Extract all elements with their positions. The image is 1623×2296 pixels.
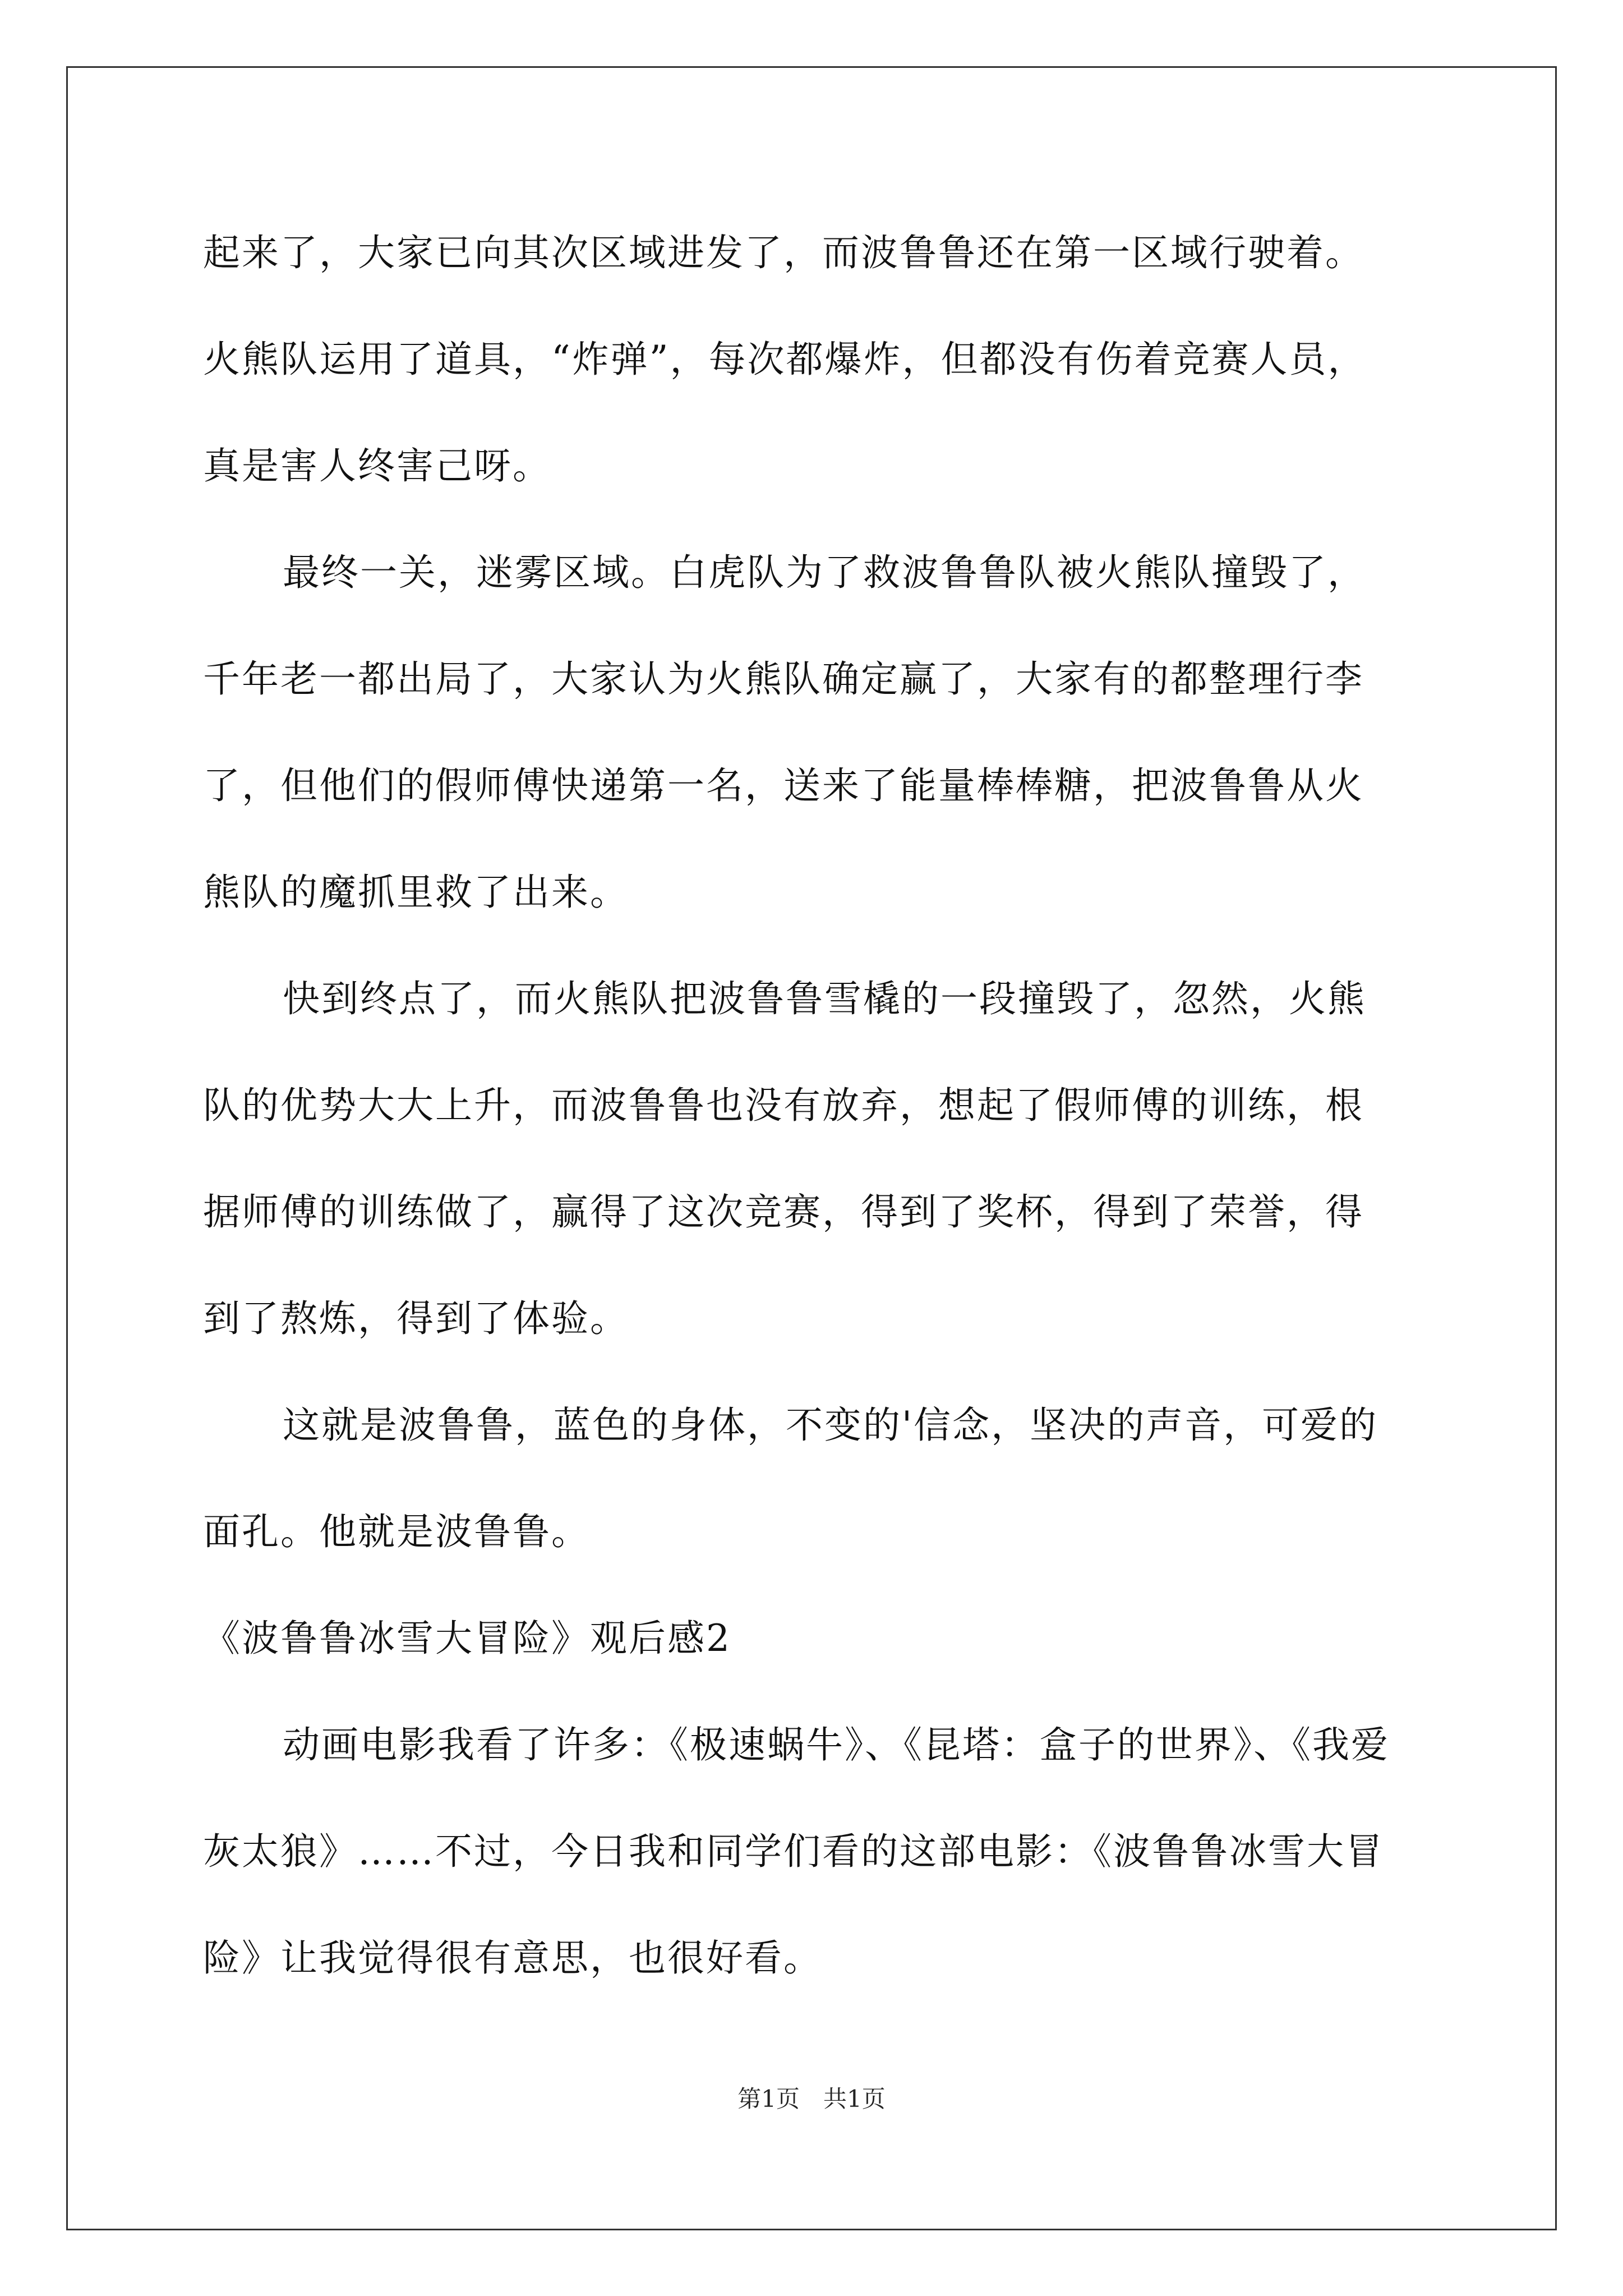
document-body xyxy=(203,200,1437,2012)
page-footer: 第1页 共1页 xyxy=(737,2085,886,2113)
paragraph-start-line: 动画电影我看了许多：《极速蜗牛》、《昆塔：盒子的世界》、《我爱 xyxy=(283,1723,1390,1766)
text-line: 到了熬炼，得到了体验。 xyxy=(203,1297,629,1340)
text-line: 熊队的魔抓里救了出来。 xyxy=(203,871,629,914)
text-line: 真是害人终害己呀。 xyxy=(203,444,551,487)
section-heading: 《波鲁鲁冰雪大冒险》观后感2 xyxy=(203,1617,731,1660)
text-line: 火熊队运用了道具，“炸弹”，每次都爆炸，但都没有伤着竞赛人员， xyxy=(203,338,1367,381)
text-line: 千年老一都出局了，大家认为火熊队确定赢了，大家有的都整理行李 xyxy=(203,657,1364,701)
text-line: 据师傅的训练做了，赢得了这次竞赛，得到了奖杯，得到了荣誉，得 xyxy=(203,1190,1364,1234)
text-line: 面孔。他就是波鲁鲁。 xyxy=(203,1510,590,1553)
text-line: 了，但他们的假师傅快递第一名，送来了能量棒棒糖，把波鲁鲁从火 xyxy=(203,764,1364,807)
text-line: 灰太狼》……不过，今日我和同学们看的这部电影：《波鲁鲁冰雪大冒 xyxy=(203,1830,1384,1873)
paragraph-start-line: 这就是波鲁鲁，蓝色的身体，不变的'信念，坚决的声音，可爱的 xyxy=(283,1404,1378,1447)
paragraph-start-line: 最终一关，迷雾区域。白虎队为了救波鲁鲁队被火熊队撞毁了， xyxy=(283,551,1366,594)
text-line: 队的优势大大上升，而波鲁鲁也没有放弃，想起了假师傅的训练，根 xyxy=(203,1084,1364,1127)
text-line: 险》让我觉得很有意思，也很好看。 xyxy=(203,1936,822,1980)
paragraph-start-line: 快到终点了，而火熊队把波鲁鲁雪橇的一段撞毁了，忽然，火熊 xyxy=(283,977,1366,1020)
text-line: 起来了，大家已向其次区域进发了，而波鲁鲁还在第一区域行驶着。 xyxy=(203,231,1364,274)
